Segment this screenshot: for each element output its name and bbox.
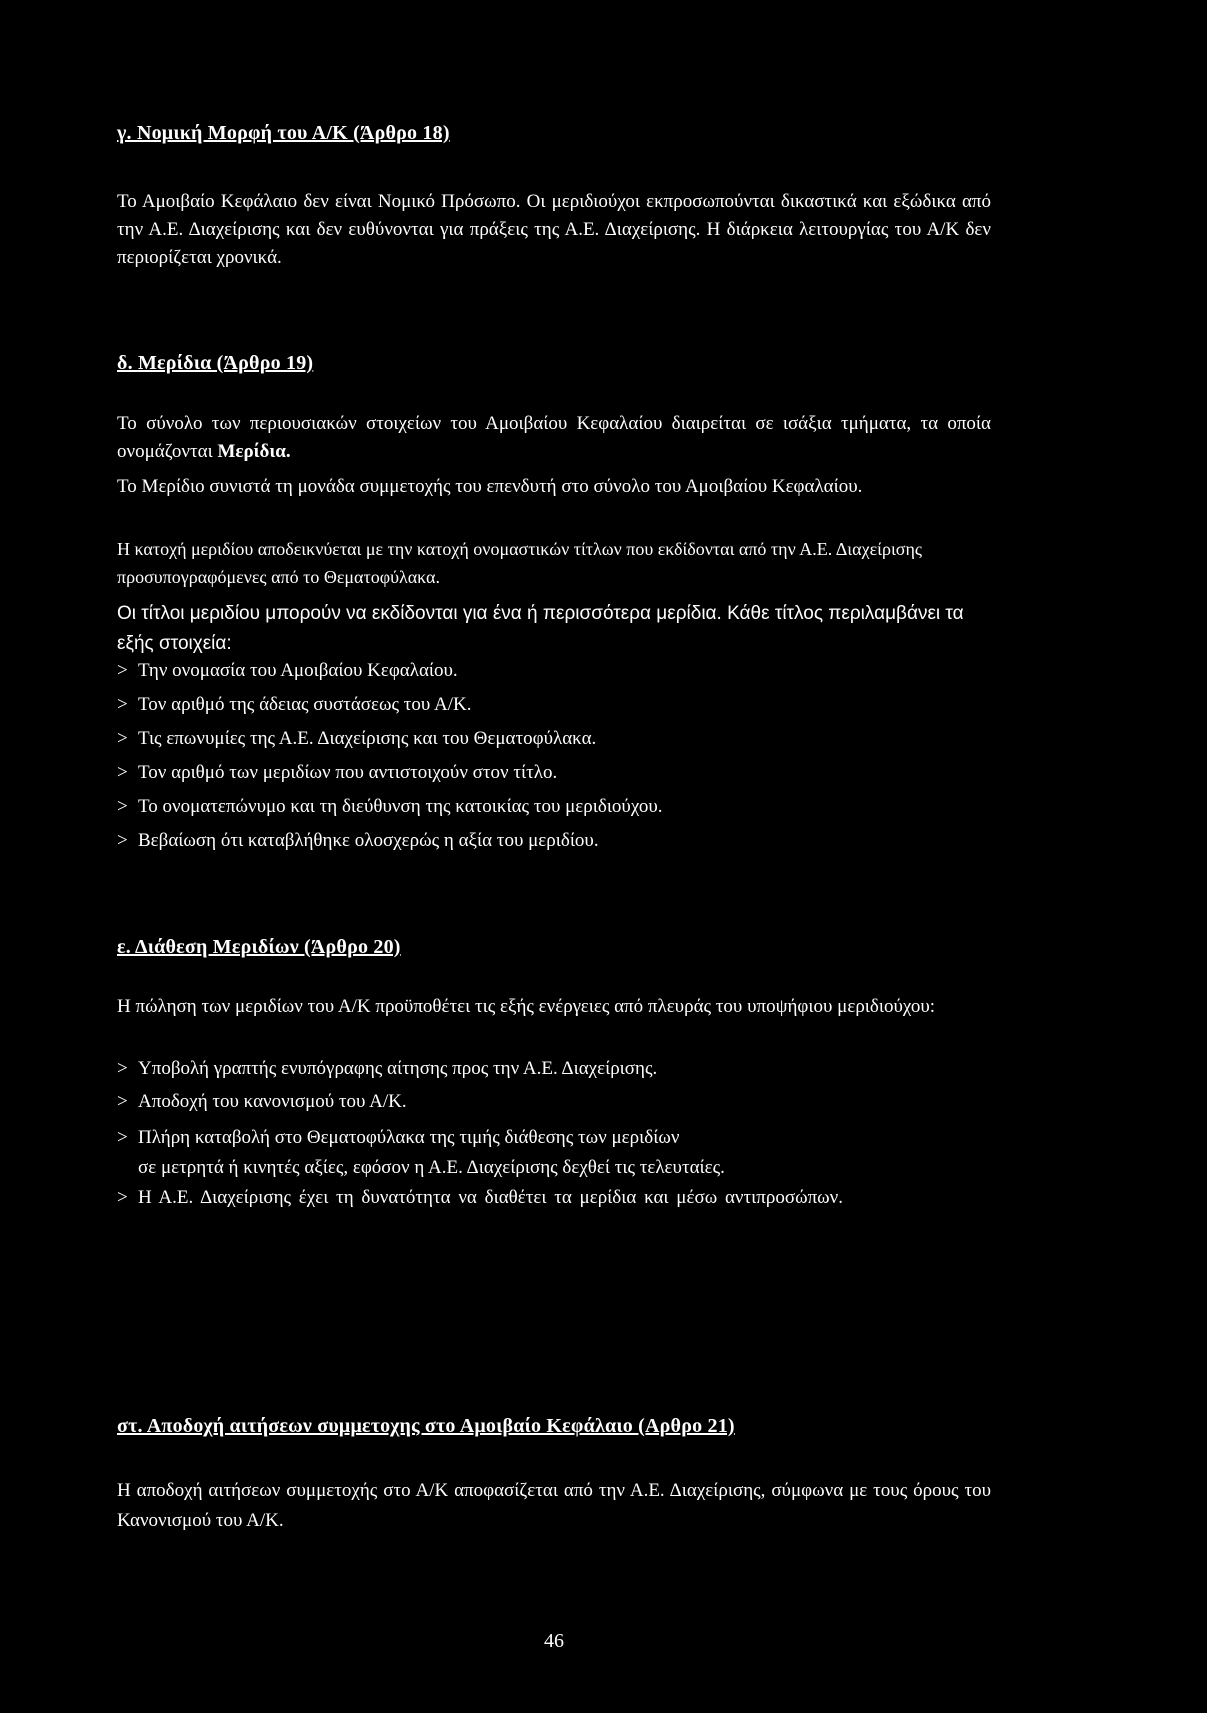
- section-delta-paragraph-4: Οι τίτλοι μεριδίου μπορούν να εκδίδονται για ένα ή περισσότερα μερίδια. Κάθε τίτλος περιλαμβάνει τα εξής στοιχεία:: [117, 603, 964, 654]
- section-delta-paragraph-3: Η κατοχή μεριδίου αποδεικνύεται με την κατοχή ονομαστικών τίτλων που εκδίδονται από την Α.Ε. Διαχείρισης προσυπογραφόμενες από το Θεματοφύλακα.: [117, 539, 923, 587]
- section-delta-paragraph-2: Το Μερίδιο συνιστά τη μονάδα συμμετοχής του επενδυτή στο σύνολο του Αμοιβαίου Κεφαλαίου.: [117, 476, 863, 497]
- section-st-paragraph: Η αποδοχή αιτήσεων συμμετοχής στο Α/Κ αποφασίζεται από την Α.Ε. Διαχείρισης, σύμφωνα με τους όρους του Κανονισμού του Α/Κ.: [117, 1480, 991, 1531]
- section-epsilon-paragraph: Η πώληση των μεριδίων του Α/Κ προϋποθέτει τις εξής ενέργειες από πλευράς του υποψήφιου μεριδιούχου:: [117, 996, 936, 1017]
- section-heading-st: στ. Αποδοχή αιτήσεων συμμετοχης στο Αμοιβαίο Κεφάλαιο (Αρθρο 21): [117, 1415, 735, 1437]
- list-item: [117, 796, 991, 830]
- page-number: 46: [544, 1630, 564, 1652]
- list-item-text: Το ονοματεπώνυμο και τη διεύθυνση της κατοικίας του μεριδιούχου.: [138, 796, 663, 817]
- list-item: [117, 830, 991, 864]
- list-item-text: Η Α.Ε. Διαχείρισης έχει τη δυνατότητα να διαθέτει τα μερίδια και μέσω αντιπροσώπων.: [138, 1187, 844, 1208]
- bullet-marker: >: [117, 762, 128, 783]
- bullet-marker: >: [117, 830, 128, 851]
- list-item-text: Υποβολή γραπτής ενυπόγραφης αίτησης προς την Α.Ε. Διαχείρισης.: [138, 1058, 658, 1079]
- bullet-marker: >: [117, 1091, 128, 1112]
- list-item-text: Την ονομασία του Αμοιβαίου Κεφαλαίου.: [138, 660, 458, 681]
- section-delta-paragraph-1: [117, 410, 991, 466]
- list-item-text: Τον αριθμό των μεριδίων που αντιστοιχούν στον τίτλο.: [138, 762, 558, 783]
- section-heading-gamma: γ. Νομική Μορφή του Α/Κ (Άρθρο 18): [117, 122, 450, 144]
- list-item-text: Τον αριθμό της άδειας συστάσεως του Α/Κ.: [138, 694, 472, 715]
- section-heading-delta: δ. Μερίδια (Άρθρο 19): [117, 352, 314, 374]
- bullet-marker: >: [117, 728, 128, 749]
- list-item-text: Βεβαίωση ότι καταβλήθηκε ολοσχερώς η αξία του μεριδίου.: [138, 830, 599, 851]
- bullet-marker: >: [117, 694, 128, 715]
- list-item-continuation: σε μετρητά ή κινητές αξίες, εφόσον η Α.Ε. Διαχείρισης δεχθεί τις τελευταίες.: [138, 1157, 725, 1178]
- section-delta-paragraph-1-bold: Μερίδια.: [217, 441, 291, 462]
- list-item: [117, 762, 991, 796]
- list-item-text: Αποδοχή του κανονισμού του Α/Κ.: [138, 1091, 407, 1112]
- bullet-marker: >: [117, 1127, 128, 1148]
- list-item: [117, 1058, 991, 1091]
- bullet-marker: >: [117, 1187, 128, 1208]
- list-item: [117, 728, 991, 762]
- list-item: [117, 1183, 991, 1213]
- bullet-marker: >: [117, 1058, 128, 1079]
- bullet-marker: >: [117, 796, 128, 817]
- list-item: [117, 1123, 991, 1183]
- list-item-text: Τις επωνυμίες της Α.Ε. Διαχείρισης και του Θεματοφύλακα.: [138, 728, 597, 749]
- list-item-text: Πλήρη καταβολή στο Θεματοφύλακα της τιμής διάθεσης των μεριδίων: [138, 1127, 680, 1148]
- section-epsilon-bullet-list: [117, 1058, 991, 1213]
- bullet-marker: >: [117, 660, 128, 681]
- list-item: [117, 694, 991, 728]
- section-delta-bullet-list: [117, 660, 991, 864]
- section-delta-paragraph-1-text: Το σύνολο των περιουσιακών στοιχείων του Αμοιβαίου Κεφαλαίου διαιρείται σε ισάξια τμήματα, τα οποία ονομάζονται: [117, 413, 991, 462]
- section-heading-epsilon: ε. Διάθεση Μεριδίων (Άρθρο 20): [117, 936, 401, 958]
- list-item: [117, 1091, 991, 1123]
- section-gamma-paragraph: Το Αμοιβαίο Κεφάλαιο δεν είναι Νομικό Πρόσωπο. Οι μεριδιούχοι εκπροσωπούνται δικαστικά και εξώδικα από την Α.Ε. Διαχείρισης και δεν ευθύνονται για πράξεις της Α.Ε. Διαχείρισης. Η διάρκεια λειτουργίας του Α/Κ δεν περιορίζεται χρονικά.: [117, 191, 991, 268]
- list-item: [117, 660, 991, 694]
